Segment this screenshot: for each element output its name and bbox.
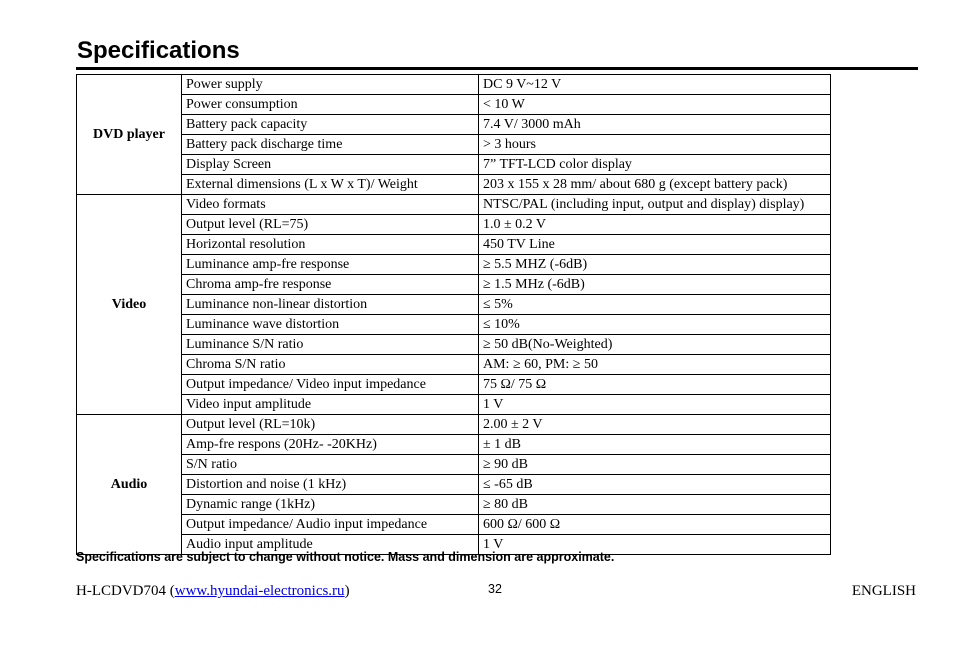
value-cell: ± 1 dB bbox=[479, 435, 831, 455]
table-row bbox=[77, 315, 831, 335]
value-cell: 75 Ω/ 75 Ω bbox=[479, 375, 831, 395]
table-row bbox=[77, 295, 831, 315]
parameter-cell: Luminance amp-fre response bbox=[182, 255, 479, 275]
value-cell: 2.00 ± 2 V bbox=[479, 415, 831, 435]
table-row bbox=[77, 455, 831, 475]
parameter-cell: S/N ratio bbox=[182, 455, 479, 475]
table-row bbox=[77, 335, 831, 355]
table-row bbox=[77, 495, 831, 515]
parameter-cell: Amp-fre respons (20Hz- -20KHz) bbox=[182, 435, 479, 455]
specifications-table-body bbox=[77, 75, 831, 555]
table-row bbox=[77, 95, 831, 115]
parameter-cell: Chroma S/N ratio bbox=[182, 355, 479, 375]
value-cell: ≤ 5% bbox=[479, 295, 831, 315]
table-row bbox=[77, 515, 831, 535]
table-row bbox=[77, 395, 831, 415]
value-cell: 1.0 ± 0.2 V bbox=[479, 215, 831, 235]
value-cell: ≥ 1.5 MHz (-6dB) bbox=[479, 275, 831, 295]
parameter-cell: Power consumption bbox=[182, 95, 479, 115]
value-cell: DC 9 V~12 V bbox=[479, 75, 831, 95]
parameter-cell: Battery pack capacity bbox=[182, 115, 479, 135]
table-row bbox=[77, 275, 831, 295]
value-cell: AM: ≥ 60, PM: ≥ 50 bbox=[479, 355, 831, 375]
section-label: Audio bbox=[77, 415, 182, 555]
footer-model-text: H-LCDVD704 ( bbox=[76, 583, 175, 599]
table-row bbox=[77, 235, 831, 255]
parameter-cell: Luminance wave distortion bbox=[182, 315, 479, 335]
table-row bbox=[77, 435, 831, 455]
parameter-cell: Luminance non-linear distortion bbox=[182, 295, 479, 315]
table-row bbox=[77, 415, 831, 435]
value-cell: ≤ 10% bbox=[479, 315, 831, 335]
table-row bbox=[77, 375, 831, 395]
parameter-cell: Output impedance/ Video input impedance bbox=[182, 375, 479, 395]
table-row bbox=[77, 155, 831, 175]
value-cell: 1 V bbox=[479, 535, 831, 555]
value-cell: ≥ 50 dB(No-Weighted) bbox=[479, 335, 831, 355]
parameter-cell: Display Screen bbox=[182, 155, 479, 175]
value-cell: 7.4 V/ 3000 mAh bbox=[479, 115, 831, 135]
page-number: 32 bbox=[488, 582, 502, 596]
value-cell: ≤ -65 dB bbox=[479, 475, 831, 495]
parameter-cell: Video input amplitude bbox=[182, 395, 479, 415]
table-row bbox=[77, 355, 831, 375]
disclaimer-note: Specifications are subject to change without notice. Mass and dimension are approximate. bbox=[76, 550, 615, 564]
parameter-cell: Dynamic range (1kHz) bbox=[182, 495, 479, 515]
parameter-cell: Video formats bbox=[182, 195, 479, 215]
table-row bbox=[77, 475, 831, 495]
title-underline bbox=[76, 67, 918, 70]
value-cell: 203 x 155 x 28 mm/ about 680 g (except battery pack) bbox=[479, 175, 831, 195]
parameter-cell: Output level (RL=75) bbox=[182, 215, 479, 235]
page-title: Specifications bbox=[77, 37, 240, 64]
value-cell: 1 V bbox=[479, 395, 831, 415]
parameter-cell: Output impedance/ Audio input impedance bbox=[182, 515, 479, 535]
table-row bbox=[77, 175, 831, 195]
value-cell: < 10 W bbox=[479, 95, 831, 115]
parameter-cell: Power supply bbox=[182, 75, 479, 95]
table-row bbox=[77, 195, 831, 215]
parameter-cell: Distortion and noise (1 kHz) bbox=[182, 475, 479, 495]
specifications-table bbox=[76, 74, 831, 555]
section-label: DVD player bbox=[77, 75, 182, 195]
value-cell: ≥ 5.5 MHZ (-6dB) bbox=[479, 255, 831, 275]
parameter-cell: External dimensions (L x W x T)/ Weight bbox=[182, 175, 479, 195]
value-cell: ≥ 90 dB bbox=[479, 455, 831, 475]
parameter-cell: Horizontal resolution bbox=[182, 235, 479, 255]
value-cell: NTSC/PAL (including input, output and display) display) bbox=[479, 195, 831, 215]
parameter-cell: Chroma amp-fre response bbox=[182, 275, 479, 295]
value-cell: 600 Ω/ 600 Ω bbox=[479, 515, 831, 535]
footer-model-close: ) bbox=[344, 583, 350, 599]
parameter-cell: Output level (RL=10k) bbox=[182, 415, 479, 435]
website-link[interactable]: www.hyundai-electronics.ru bbox=[174, 583, 345, 599]
parameter-cell: Luminance S/N ratio bbox=[182, 335, 479, 355]
footer-model bbox=[76, 582, 350, 600]
value-cell: 7” TFT-LCD color display bbox=[479, 155, 831, 175]
value-cell: ≥ 80 dB bbox=[479, 495, 831, 515]
table-row bbox=[77, 255, 831, 275]
table-row bbox=[77, 115, 831, 135]
section-label: Video bbox=[77, 195, 182, 415]
table-row bbox=[77, 75, 831, 95]
footer-language: ENGLISH bbox=[851, 583, 916, 599]
parameter-cell: Audio input amplitude bbox=[182, 535, 479, 555]
parameter-cell: Battery pack discharge time bbox=[182, 135, 479, 155]
table-row bbox=[77, 215, 831, 235]
value-cell: > 3 hours bbox=[479, 135, 831, 155]
table-row bbox=[77, 135, 831, 155]
value-cell: 450 TV Line bbox=[479, 235, 831, 255]
